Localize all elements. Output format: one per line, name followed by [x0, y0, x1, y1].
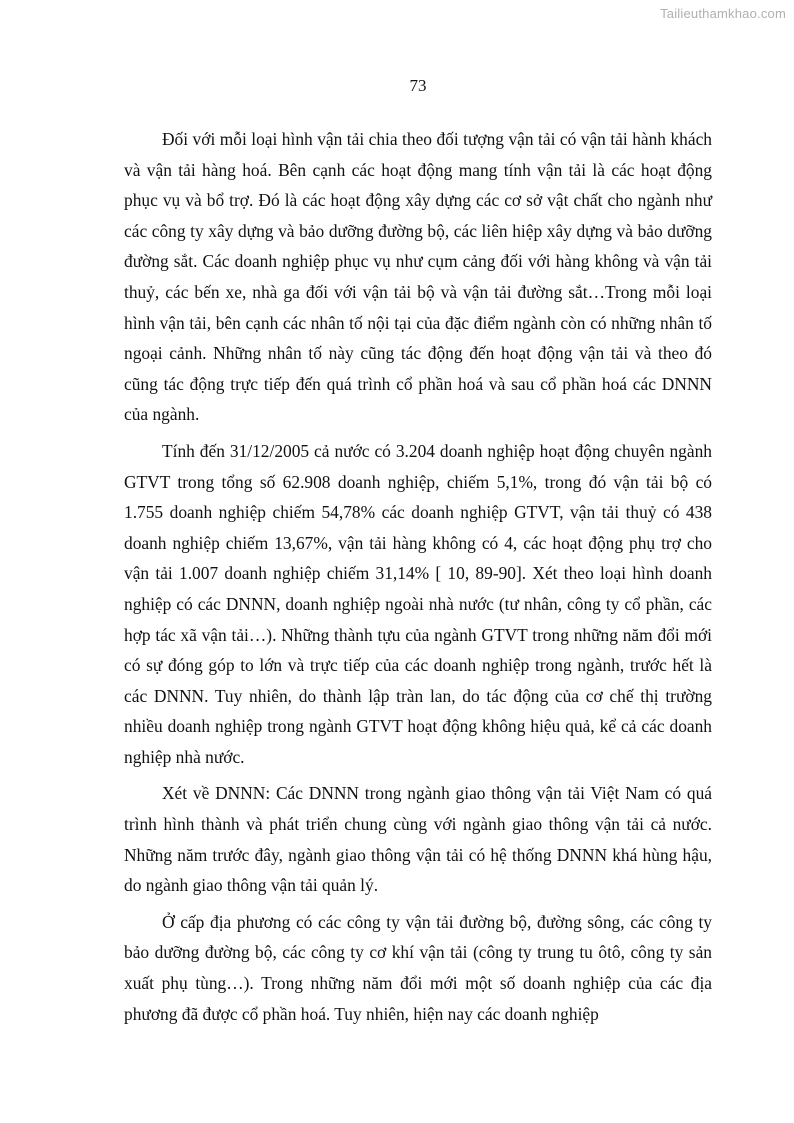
- paragraph-transport-types: Đối với mỗi loại hình vận tải chia theo đối tượng vận tải có vận tải hành khách và vận tải hàng hoá. Bên cạnh các hoạt động mang tính vận tải là các hoạt động phục vụ và bổ trợ. Đó là các hoạt động xây dựng các cơ sở vật chất cho ngành như các công ty xây dựng và bảo dưỡng đường bộ, các liên hiệp xây dựng và bảo dưỡng đường sắt. Các doanh nghiệp phục vụ như cụm cảng đối với hàng không và vận tải thuỷ, các bến xe, nhà ga đối với vận tải bộ và vận tải đường sắt…Trong mỗi loại hình vận tải, bên cạnh các nhân tố nội tại của đặc điểm ngành còn có những nhân tố ngoại cảnh. Những nhân tố này cũng tác động đến hoạt động vận tải và theo đó cũng tác động trực tiếp đến quá trình cổ phần hoá và sau cổ phần hoá các DNNN của ngành.: [124, 129, 712, 425]
- page-number: 73: [409, 76, 427, 95]
- document-body: [124, 124, 712, 1029]
- watermark-text: Tailieuthamkhao.com: [660, 6, 786, 21]
- paragraph-state-enterprises: Xét về DNNN: Các DNNN trong ngành giao thông vận tải Việt Nam có quá trình hình thành và phát triển chung cùng với ngành giao thông vận tải cả nước. Những năm trước đây, ngành giao thông vận tải có hệ thống DNNN khá hùng hậu, do ngành giao thông vận tải quản lý.: [124, 783, 712, 896]
- paragraph-enterprise-statistics: Tính đến 31/12/2005 cả nước có 3.204 doanh nghiệp hoạt động chuyên ngành GTVT trong tổng số 62.908 doanh nghiệp, chiếm 5,1%, trong đó vận tải bộ có 1.755 doanh nghiệp chiếm 54,78% các doanh nghiệp GTVT, vận tải thuỷ có 438 doanh nghiệp chiếm 13,67%, vận tải hàng không có 4, các hoạt động phụ trợ cho vận tải 1.007 doanh nghiệp chiếm 31,14% [ 10, 89-90]. Xét theo loại hình doanh nghiệp có các DNNN, doanh nghiệp ngoài nhà nước (tư nhân, công ty cổ phần, các hợp tác xã vận tải…). Những thành tựu của ngành GTVT trong những năm đổi mới có sự đóng góp to lớn và trực tiếp của các doanh nghiệp trong ngành, trước hết là các DNNN. Tuy nhiên, do thành lập tràn lan, do tác động của cơ chế thị trường nhiều doanh nghiệp trong ngành GTVT hoạt động không hiệu quả, kể cả các doanh nghiệp nhà nước.: [124, 440, 712, 767]
- paragraph-local-level: Ở cấp địa phương có các công ty vận tải đường bộ, đường sông, các công ty bảo dưỡng đường bộ, các công ty cơ khí vận tải (công ty trung tu ôtô, công ty sản xuất phụ tùng…). Trong những năm đổi mới một số doanh nghiệp của các địa phương đã được cổ phần hoá. Tuy nhiên, hiện nay các doanh nghiệp: [124, 911, 712, 1024]
